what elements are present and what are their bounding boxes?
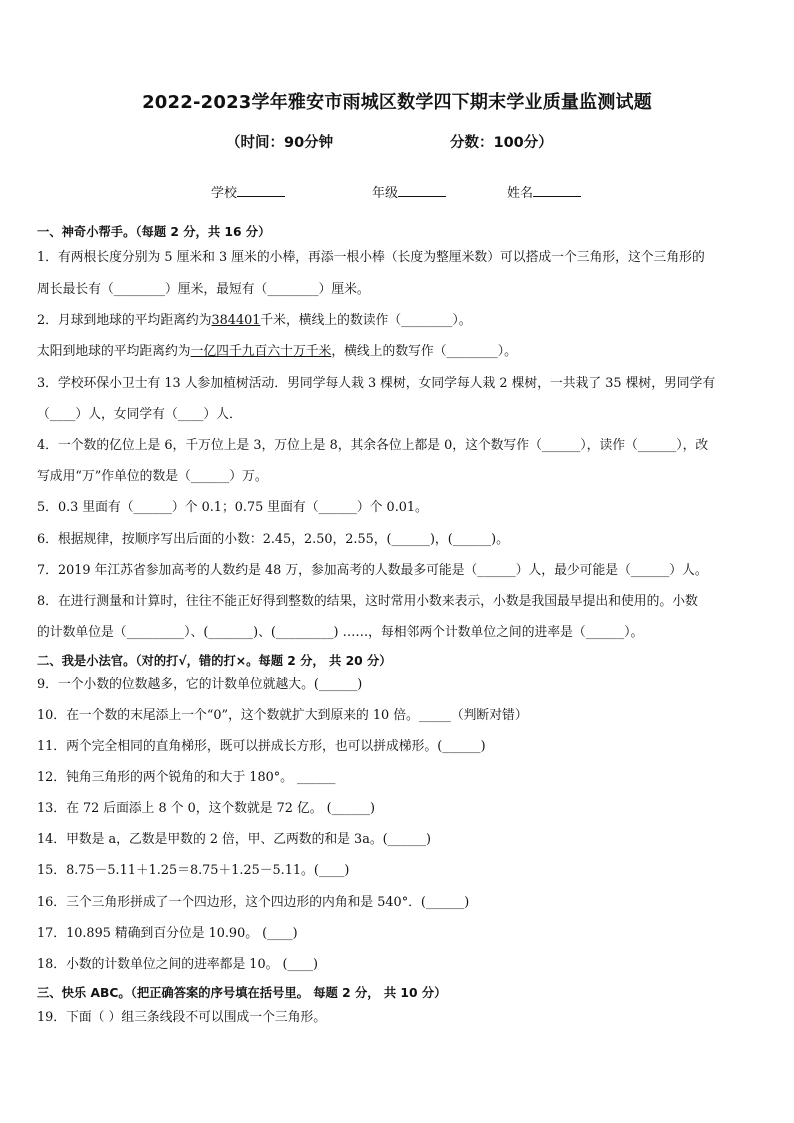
question-18: 18．小数的计数单位之间的进率都是 10。 (____) (37, 957, 319, 972)
question-16: 16．三个三角形拼成了一个四边形，这个四边形的内角和是 540°．(______) (37, 895, 470, 910)
question-8-line-1: 8．在进行测量和计算时，往往不能正好得到整数的结果，这时常用小数来表示，小数是我国最早提出和使用的。小数 (37, 594, 698, 609)
section-2-heading: 二、我是小法官。（对的打√，错的打×。每题 2 分， 共 20 分） (37, 654, 392, 668)
question-8-line-2: 的计数单位是（_________）、(_______)、(_________) ……，每相邻两个计数单位之间的进率是（______）。 (37, 625, 644, 640)
school-blank[interactable] (237, 184, 285, 197)
question-4-line-2: 写成用“万”作单位的数是（______）万。 (37, 469, 268, 484)
section-1-heading: 一、神奇小帮手。（每题 2 分，共 16 分） (37, 225, 271, 239)
grade-field (372, 182, 446, 201)
question-6: 6．根据规律，按顺序写出后面的小数：2.45，2.50，2.55，(______)，(______)。 (37, 532, 509, 547)
question-7: 7．2019 年江苏省参加高考的人数约是 48 万，参加高考的人数最多可能是（______）人，最少可能是（______）人。 (37, 563, 708, 578)
question-1-line-2: 周长最长有（________）厘米，最短有（________）厘米。 (37, 282, 370, 297)
question-2-text-tail: 千米，横线上的数读作（________）。 (260, 313, 472, 328)
question-10: 10．在一个数的末尾添上一个“0”，这个数就扩大到原来的 10 倍。_____（判断对错） (37, 708, 528, 723)
name-label: 姓名 (507, 186, 534, 201)
question-2-line-2 (37, 344, 759, 360)
underlined-number-words: 一亿四千九百六十万千米 (190, 344, 332, 359)
question-4-line-1: 4．一个数的亿位上是 6，千万位上是 3，万位上是 8，其余各位上都是 0，这个数写作（______），读作（______），改 (37, 438, 709, 453)
school-field (211, 182, 285, 201)
question-19: 19．下面（ ）组三条线段不可以围成一个三角形。 (37, 1010, 327, 1025)
question-3-line-1: 3．学校环保小卫士有 13 人参加植树活动．男同学每人栽 3 棵树，女同学每人栽 2 棵树，一共栽了 35 棵树，男同学有 (37, 376, 716, 391)
exam-score: 分数：100分） (450, 135, 553, 151)
question-5: 5．0.3 里面有（______）个 0.1；0.75 里面有（______）个 0.01。 (37, 500, 428, 515)
name-blank[interactable] (533, 184, 581, 197)
grade-label: 年级 (372, 186, 399, 201)
question-1-line-1: 1．有两根长度分别为 5 厘米和 3 厘米的小棒，再添一根小棒（长度为整厘米数）可以搭成一个三角形，这个三角形的 (37, 250, 705, 265)
question-2-line-1 (37, 313, 759, 329)
question-15: 15．8.75－5.11＋1.25＝8.75＋1.25－5.11。(____) (37, 863, 350, 878)
question-14: 14．甲数是 a，乙数是甲数的 2 倍，甲、乙两数的和是 3a。(______) (37, 832, 432, 847)
question-3-line-2: （____）人，女同学有（____）人． (37, 407, 242, 422)
page-title: 2022-2023学年雅安市雨城区数学四下期末学业质量监测试题 (142, 92, 652, 113)
underlined-number: 384401 (211, 313, 261, 328)
question-17: 17．10.895 精确到百分位是 10.90。 (____) (37, 926, 298, 941)
question-2b-text-tail: ，横线上的数写作（________）。 (331, 344, 517, 359)
question-11: 11．两个完全相同的直角梯形，既可以拼成长方形，也可以拼成梯形。(______) (37, 739, 486, 754)
school-label: 学校 (211, 186, 238, 201)
question-2-text: 2．月球到地球的平均距离约为 (37, 313, 212, 328)
question-9: 9．一个小数的位数越多，它的计数单位就越大。(______) (37, 677, 363, 692)
section-3-heading: 三、快乐 ABC。（把正确答案的序号填在括号里。 每题 2 分， 共 10 分） (37, 986, 447, 1000)
name-field (507, 182, 581, 201)
exam-time: （时间：90分钟 (226, 135, 334, 151)
question-2b-text: 太阳到地球的平均距离约为 (37, 344, 191, 359)
grade-blank[interactable] (398, 184, 446, 197)
question-13: 13．在 72 后面添上 8 个 0，这个数就是 72 亿。 (______) (37, 801, 376, 816)
question-12: 12．钝角三角形的两个锐角的和大于 180°。 ______ (37, 770, 336, 785)
